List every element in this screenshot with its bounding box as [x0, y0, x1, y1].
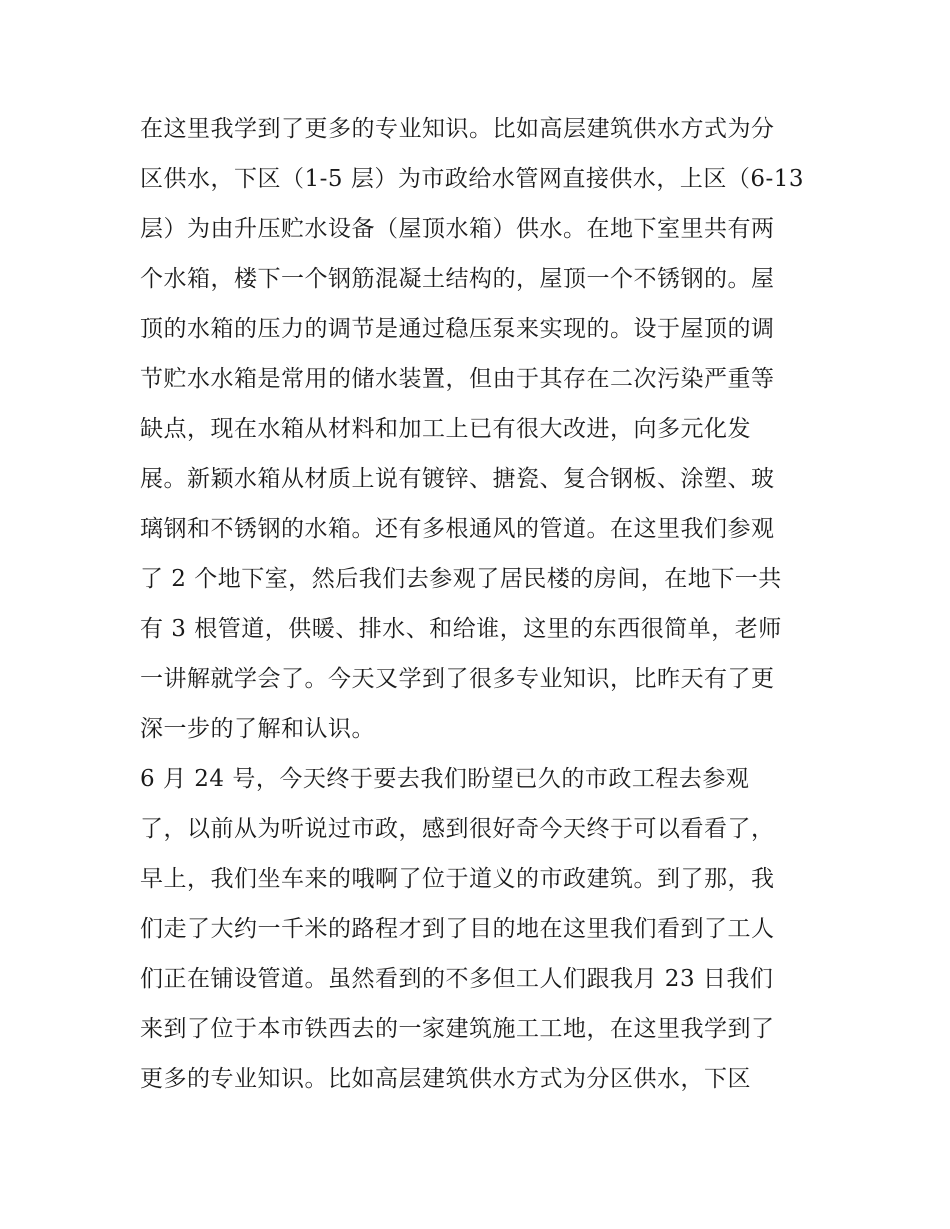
- text-line: 们正在铺设管道。虽然看到的不多但工人们跟我月 23 日我们: [140, 966, 774, 992]
- text-line: 在这里我学到了更多的专业知识。比如高层建筑供水方式为分: [140, 116, 775, 142]
- text-line: 层）为由升压贮水设备（屋顶水箱）供水。在地下室里共有两: [140, 216, 775, 242]
- text-line: 缺点，现在水箱从材料和加工上已有很大改进，向多元化发: [140, 416, 751, 442]
- text-line: 区供水，下区（1-5 层）为市政给水管网直接供水，上区（6-13: [140, 166, 805, 192]
- text-line: 早上，我们坐车来的哦啊了位于道义的市政建筑。到了那，我: [140, 866, 775, 892]
- text-line: 节贮水水箱是常用的储水装置，但由于其存在二次污染严重等: [140, 366, 775, 392]
- text-line: 个水箱，楼下一个钢筋混凝土结构的，屋顶一个不锈钢的。屋: [140, 266, 775, 292]
- text-line: 来到了位于本市铁西去的一家建筑施工工地，在这里我学到了: [140, 1016, 775, 1042]
- text-line: 了，以前从为听说过市政，感到很好奇今天终于可以看看了，: [140, 816, 775, 842]
- text-line: 展。新颖水箱从材质上说有镀锌、搪瓷、复合钢板、涂塑、玻: [140, 466, 775, 492]
- text-line: 深一步的了解和认识。: [140, 716, 375, 742]
- text-line: 一讲解就学会了。今天又学到了很多专业知识，比昨天有了更: [140, 666, 775, 692]
- text-line: 顶的水箱的压力的调节是通过稳压泵来实现的。设于屋顶的调: [140, 316, 775, 342]
- paragraph-start-line: 6 月 24 号，今天终于要去我们盼望已久的市政工程去参观: [140, 766, 750, 792]
- text-line: 有 3 根管道，供暖、排水、和给谁，这里的东西很简单，老师: [140, 616, 782, 642]
- text-line: 璃钢和不锈钢的水箱。还有多根通风的管道。在这里我们参观: [140, 516, 775, 542]
- text-line: 更多的专业知识。比如高层建筑供水方式为分区供水，下区: [140, 1066, 751, 1092]
- text-line: 了 2 个地下室，然后我们去参观了居民楼的房间，在地下一共: [140, 566, 782, 592]
- text-line: 们走了大约一千米的路程才到了目的地在这里我们看到了工人: [140, 916, 775, 942]
